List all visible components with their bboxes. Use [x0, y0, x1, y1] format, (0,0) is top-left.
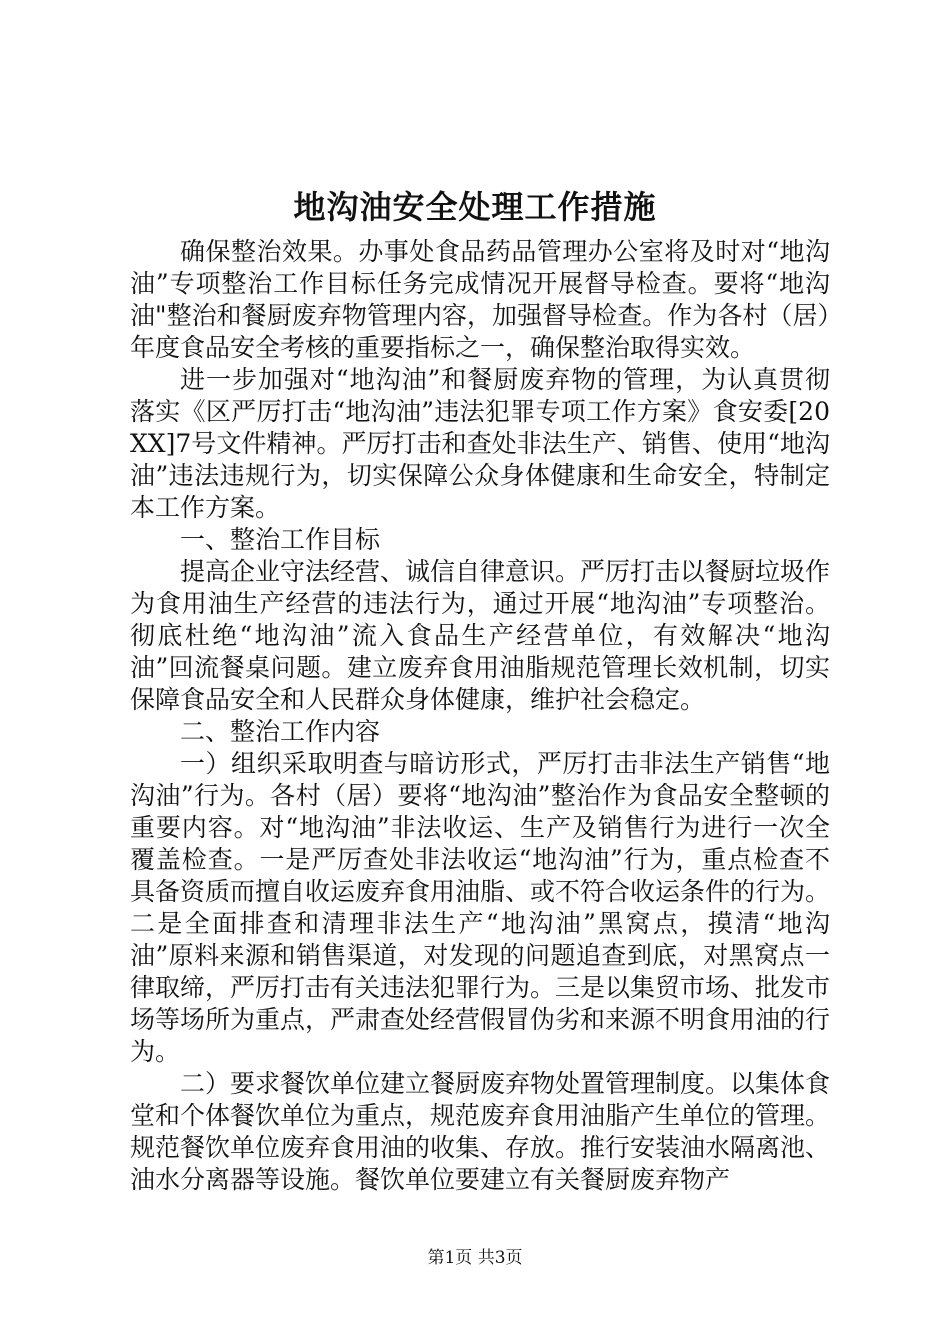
paragraph-3: 提高企业守法经营、诚信自律意识。严厉打击以餐厨垃圾作为食用油生产经营的违法行为，通过开展“地沟油”专项整治。彻底杜绝“地沟油”流入食品生产经营单位，有效解决“地沟油”回流餐桌问题。建立废弃食用油脂规范管理长效机制，切实保障食品安全和人民群众身体健康，维护社会稳定。 [130, 557, 831, 714]
section-heading-1: 一、整治工作目标 [180, 525, 381, 554]
paragraph-5: 二）要求餐饮单位建立餐厨废弃物处置管理制度。以集体食堂和个体餐饮单位为重点，规范废弃食用油脂产生单位的管理。规范餐饮单位废弃食用油的收集、存放。推行安装油水隔离池、油水分离器等设施。餐饮单位要建立有关餐厨废弃物产 [130, 1069, 831, 1194]
section-heading-2: 二、整治工作内容 [180, 717, 381, 746]
document-title: 地沟油安全处理工作措施 [293, 188, 657, 226]
document-body [130, 236, 830, 1196]
paragraph-2: 进一步加强对“地沟油”和餐厨废弃物的管理，为认真贯彻落实《区严厉打击“地沟油”违法犯罪专项工作方案》食安委[20XX]7号文件精神。严厉打击和查处非法生产、销售、使用“地沟油”违法违规行为，切实保障公众身体健康和生命安全，特制定本工作方案。 [130, 365, 830, 522]
page-number-footer: 第1页 共3页 [427, 1248, 523, 1268]
paragraph-1: 确保整治效果。办事处食品药品管理办公室将及时对“地沟油”专项整治工作目标任务完成情况开展督导检查。要将“地沟油"整治和餐厨废弃物管理内容，加强督导检查。作为各村（居）年度食品安全考核的重要指标之一，确保整治取得实效。 [130, 237, 830, 362]
paragraph-4: 一）组织采取明查与暗访形式，严厉打击非法生产销售“地沟油”行为。各村（居）要将“地沟油”整治作为食品安全整顿的重要内容。对“地沟油”非法收运、生产及销售行为进行一次全覆盖检查。一是严厉查处非法收运“地沟油”行为，重点检查不具备资质而擅自收运废弃食用油脂、或不符合收运条件的行为。二是全面排查和清理非法生产“地沟油”黑窝点，摸清“地沟油”原料来源和销售渠道，对发现的问题追查到底，对黑窝点一律取缔，严厉打击有关违法犯罪行为。三是以集贸市场、批发市场等场所为重点，严肃查处经营假冒伪劣和来源不明食用油的行为。 [130, 749, 831, 1066]
